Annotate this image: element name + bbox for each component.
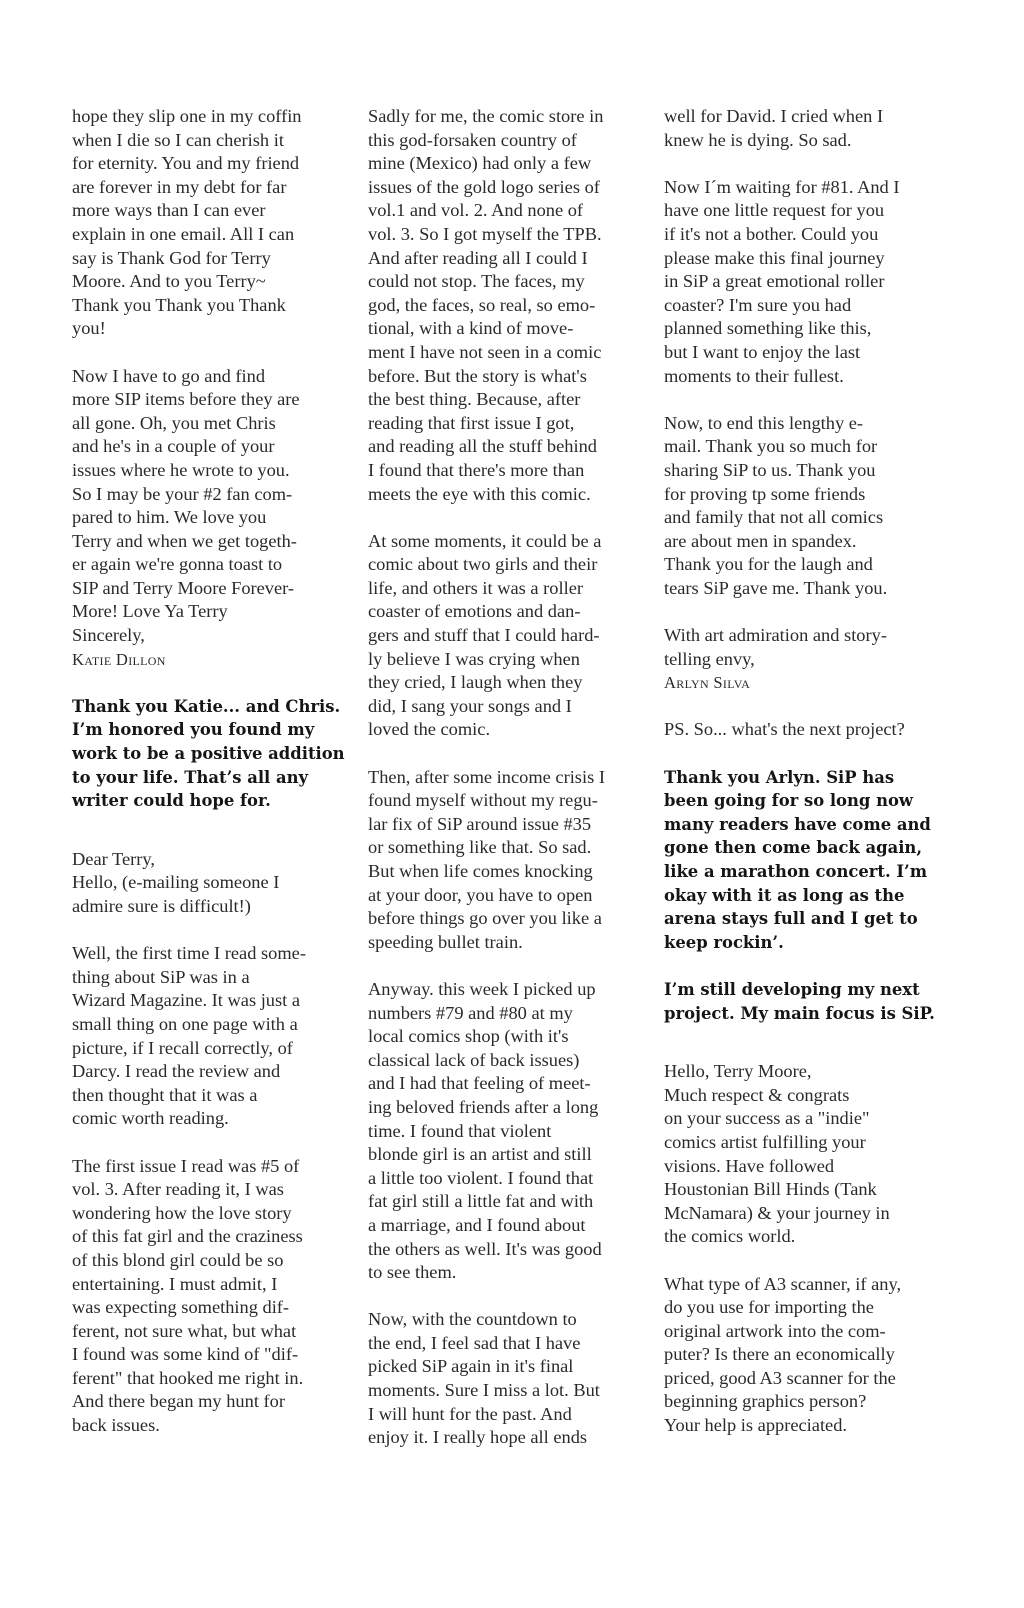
text-line: speeding bullet train. [368, 931, 523, 952]
text-line: the end, I feel sad that I have [368, 1332, 581, 1353]
text-line: I’m honored you found my [72, 720, 315, 740]
text-line: like a marathon concert. I’m [664, 862, 928, 881]
text-line: but I want to enjoy the last [664, 341, 861, 362]
text-line: McNamara) & your journey in [664, 1202, 890, 1223]
text-line: and reading all the stuff behind [368, 436, 597, 457]
text-line: for eternity. You and my friend [72, 153, 300, 174]
text-line: could not stop. The faces, my [368, 271, 585, 292]
text-line: a little too violent. I found that [368, 1167, 594, 1188]
letter-paragraph [664, 718, 950, 742]
text-line: And after reading all I could I [368, 247, 588, 268]
text-line: more ways than I can ever [72, 200, 266, 221]
letter-paragraph [72, 365, 348, 672]
text-line: Then, after some income crisis I [368, 766, 605, 787]
text-line: god, the faces, so real, so emo- [368, 294, 596, 315]
text-line: have one little request for you [664, 200, 885, 221]
text-line: issues where he wrote to you. [72, 459, 290, 480]
text-line: writer could hope for. [72, 791, 271, 811]
letter-paragraph [368, 1308, 646, 1450]
paragraph-gap [368, 742, 646, 766]
text-line: of this fat girl and the craziness [72, 1226, 303, 1247]
text-line: ferent" that hooked me right in. [72, 1367, 304, 1388]
text-line: thing about SiP was in a [72, 966, 250, 987]
text-line: And there began my hunt for [72, 1391, 285, 1412]
text-line: project. My main focus is SiP. [664, 1003, 935, 1023]
text-line: Now, to end this lengthy e- [664, 412, 864, 433]
text-line: Now I´m waiting for #81. And I [664, 176, 900, 197]
text-line: and he's in a couple of your [72, 436, 275, 457]
letter-paragraph [72, 1155, 348, 1438]
text-line: to your life. That’s all any [72, 767, 309, 787]
text-line: before things go over you like a [368, 908, 602, 929]
text-line: Well, the first time I read some- [72, 943, 306, 964]
text-line: are forever in my debt for far [72, 176, 287, 197]
text-line: been going for so long now [664, 791, 914, 811]
text-line: Much respect & congrats [664, 1084, 850, 1105]
letter-paragraph [368, 530, 646, 742]
text-line: sharing SiP to us. Thank you [664, 459, 876, 480]
column-3 [664, 105, 950, 1438]
text-line: wondering how the love story [72, 1202, 292, 1223]
text-line: At some moments, it could be a [368, 530, 602, 551]
paragraph-gap [72, 341, 348, 365]
text-line: of this blond girl could be so [72, 1249, 284, 1270]
letter-paragraph [664, 1273, 950, 1438]
text-line: PS. So... what's the next project? [664, 719, 905, 740]
text-line: Moore. And to you Terry~ [72, 271, 266, 292]
letter-paragraph [72, 848, 348, 919]
text-line: Now I have to go and find [72, 365, 266, 386]
text-line: the best thing. Because, after [368, 389, 581, 410]
text-line: a marriage, and I found about [368, 1214, 586, 1235]
text-line: visions. Have followed [664, 1155, 835, 1176]
text-line: vol. 3. After reading it, I was [72, 1179, 284, 1200]
paragraph-gap [368, 954, 646, 978]
editor-reply [664, 766, 950, 955]
paragraph-gap [72, 1131, 348, 1155]
text-line: local comics shop (with it's [368, 1026, 569, 1047]
paragraph-gap [664, 742, 950, 766]
text-line: for proving tp some friends [664, 483, 866, 504]
text-line: when I die so I can cherish it [72, 129, 284, 150]
text-line: I found was some kind of "dif- [72, 1344, 299, 1365]
text-line: planned something like this, [664, 318, 872, 339]
text-line: mail. Thank you so much for [664, 436, 878, 457]
text-line: Dear Terry, [72, 848, 155, 869]
text-line: classical lack of back issues) [368, 1049, 580, 1070]
text-line: work to be a positive addition [72, 744, 345, 764]
text-line: SIP and Terry Moore Forever- [72, 577, 295, 598]
paragraph-gap [664, 600, 950, 624]
text-line: say is Thank God for Terry [72, 247, 271, 268]
paragraph-gap [368, 1285, 646, 1309]
text-line: What type of A3 scanner, if any, [664, 1273, 902, 1294]
text-line: comics artist fulfilling your [664, 1131, 866, 1152]
text-line: More! Love Ya Terry [72, 601, 228, 622]
text-line: vol.1 and vol. 2. And none of [368, 200, 584, 221]
text-line: I found that there's more than [368, 459, 585, 480]
text-line: in SiP a great emotional roller [664, 271, 885, 292]
text-line: please make this final journey [664, 247, 885, 268]
text-line: numbers #79 and #80 at my [368, 1002, 573, 1023]
text-line: Wizard Magazine. It was just a [72, 990, 301, 1011]
text-line: priced, good A3 scanner for the [664, 1367, 896, 1388]
text-line: loved the comic. [368, 719, 491, 740]
text-line: did, I sang your songs and I [368, 695, 572, 716]
text-line: or something like that. So sad. [368, 837, 592, 858]
text-line: was expecting something dif- [72, 1297, 290, 1318]
text-line: more SIP items before they are [72, 389, 300, 410]
text-line: picture, if I recall correctly, of [72, 1037, 293, 1058]
letter-paragraph [72, 942, 348, 1131]
letter-paragraph [368, 978, 646, 1285]
paragraph-gap [664, 152, 950, 176]
text-line: small thing on one page with a [72, 1013, 298, 1034]
text-line: beginning graphics person? [664, 1391, 867, 1412]
text-line: gers and stuff that I could hard- [368, 625, 600, 646]
text-line: ing beloved friends after a long [368, 1096, 599, 1117]
text-line: many readers have come and [664, 814, 931, 834]
text-line: Now, with the countdown to [368, 1309, 577, 1330]
letter-paragraph [368, 766, 646, 955]
text-line: hope they slip one in my coffin [72, 106, 302, 126]
text-line: Sadly for me, the comic store in [368, 106, 604, 126]
text-line: they cried, I laugh when they [368, 672, 583, 693]
text-line: I’m still developing my next [664, 979, 920, 999]
text-line: and family that not all comics [664, 507, 884, 528]
text-line: Hello, (e-mailing someone I [72, 872, 280, 893]
text-line: er again we're gonna toast to [72, 554, 283, 575]
text-line: The first issue I read was #5 of [72, 1155, 300, 1176]
text-line: at your door, you have to open [368, 884, 593, 905]
text-line: Thank you Arlyn. SiP has [664, 767, 895, 787]
text-line: the comics world. [664, 1226, 796, 1247]
letter-paragraph [664, 1060, 950, 1249]
text-line: Thank you for the laugh and [664, 554, 873, 575]
text-line: pared to him. We love you [72, 507, 267, 528]
text-line: Terry and when we get togeth- [72, 530, 297, 551]
text-line: time. I found that violent [368, 1120, 552, 1141]
text-line: life, and others it was a roller [368, 577, 583, 598]
paragraph-gap [664, 1025, 950, 1060]
text-line: I will hunt for the past. And [368, 1403, 572, 1424]
text-line: Houstonian Bill Hinds (Tank [664, 1179, 877, 1200]
text-line: Anyway. this week I picked up [368, 978, 596, 999]
text-line: enjoy it. I really hope all ends [368, 1427, 588, 1448]
text-line: Thank you Thank you Thank [72, 294, 286, 315]
paragraph-gap [368, 506, 646, 530]
text-line: Hello, Terry Moore, [664, 1061, 812, 1082]
text-line: puter? Is there an economically [664, 1344, 895, 1365]
text-line: comic about two girls and their [368, 554, 598, 575]
text-line: coaster? I'm sure you had [664, 294, 852, 315]
paragraph-gap [72, 813, 348, 848]
text-line: reading that first issue I got, [368, 412, 575, 433]
letter-signature: Arlyn Silva [664, 673, 751, 693]
paragraph-gap [664, 695, 950, 719]
text-line: found myself without my regu- [368, 790, 598, 811]
text-line: knew he is dying. So sad. [664, 129, 852, 150]
text-line: Sincerely, [72, 625, 145, 646]
paragraph-gap [72, 671, 348, 695]
text-line: arena stays full and I get to [664, 909, 918, 929]
text-line: ment I have not seen in a comic [368, 341, 602, 362]
text-line: coaster of emotions and dan- [368, 601, 581, 622]
text-line: tears SiP gave me. Thank you. [664, 577, 888, 598]
text-line: Thank you Katie... and Chris. [72, 696, 341, 716]
paragraph-gap [72, 919, 348, 943]
text-line: explain in one email. All I can [72, 223, 295, 244]
letter-paragraph [664, 412, 950, 601]
text-line: on your success as a "indie" [664, 1108, 870, 1129]
letter-paragraph [664, 624, 950, 695]
letter-paragraph [664, 176, 950, 388]
text-line: moments to their fullest. [664, 365, 844, 386]
column-1 [72, 105, 348, 1438]
text-line: moments. Sure I miss a lot. But [368, 1380, 600, 1401]
text-line: well for David. I cried when I [664, 106, 884, 126]
text-line: this god-forsaken country of [368, 129, 577, 150]
text-line: before. But the story is what's [368, 365, 587, 386]
text-line: are about men in spandex. [664, 530, 857, 551]
letter-signature: Katie Dillon [72, 649, 166, 669]
text-line: okay with it as long as the [664, 885, 905, 905]
text-line: Darcy. I read the review and [72, 1061, 281, 1082]
text-line: keep rockin’. [664, 932, 784, 952]
paragraph-gap [664, 1249, 950, 1273]
text-line: if it's not a bother. Could you [664, 223, 879, 244]
text-line: back issues. [72, 1415, 160, 1436]
text-line: and I had that feeling of meet- [368, 1073, 591, 1094]
text-line: comic worth reading. [72, 1108, 229, 1129]
text-line: ferent, not sure what, but what [72, 1320, 297, 1341]
text-line: all gone. Oh, you met Chris [72, 412, 276, 433]
text-line: admire sure is difficult!) [72, 896, 251, 916]
text-line: entertaining. I must admit, I [72, 1273, 278, 1294]
text-line: ly believe I was crying when [368, 648, 580, 669]
text-line: But when life comes knocking [368, 861, 593, 881]
text-line: meets the eye with this comic. [368, 483, 591, 504]
text-line: With art admiration and story- [664, 625, 887, 646]
letter-paragraph [72, 105, 348, 341]
text-line: picked SiP again in it's final [368, 1356, 574, 1377]
text-line: to see them. [368, 1262, 457, 1283]
text-line: blonde girl is an artist and still [368, 1144, 592, 1165]
text-line: fat girl still a little fat and with [368, 1191, 594, 1212]
text-line: gone then come back again, [664, 838, 923, 858]
text-line: you! [72, 318, 106, 339]
text-line: telling envy, [664, 648, 755, 669]
text-line: lar fix of SiP around issue #35 [368, 813, 592, 834]
text-line: then thought that it was a [72, 1084, 258, 1105]
text-line: the others as well. It's was good [368, 1238, 602, 1259]
paragraph-gap [664, 388, 950, 412]
text-line: Your help is appreciated. [664, 1415, 848, 1436]
editor-reply [664, 978, 950, 1025]
paragraph-gap [664, 954, 950, 978]
column-2 [368, 105, 646, 1450]
editor-reply [72, 695, 348, 813]
letter-paragraph [664, 105, 950, 152]
text-line: do you use for importing the [664, 1297, 874, 1318]
text-line: issues of the gold logo series of [368, 176, 600, 197]
text-line: original artwork into the com- [664, 1320, 886, 1341]
text-line: mine (Mexico) had only a few [368, 153, 592, 174]
text-line: vol. 3. So I got myself the TPB. [368, 223, 602, 244]
text-line: So I may be your #2 fan com- [72, 483, 293, 504]
letter-paragraph [368, 105, 646, 506]
text-line: tional, with a kind of move- [368, 318, 574, 339]
